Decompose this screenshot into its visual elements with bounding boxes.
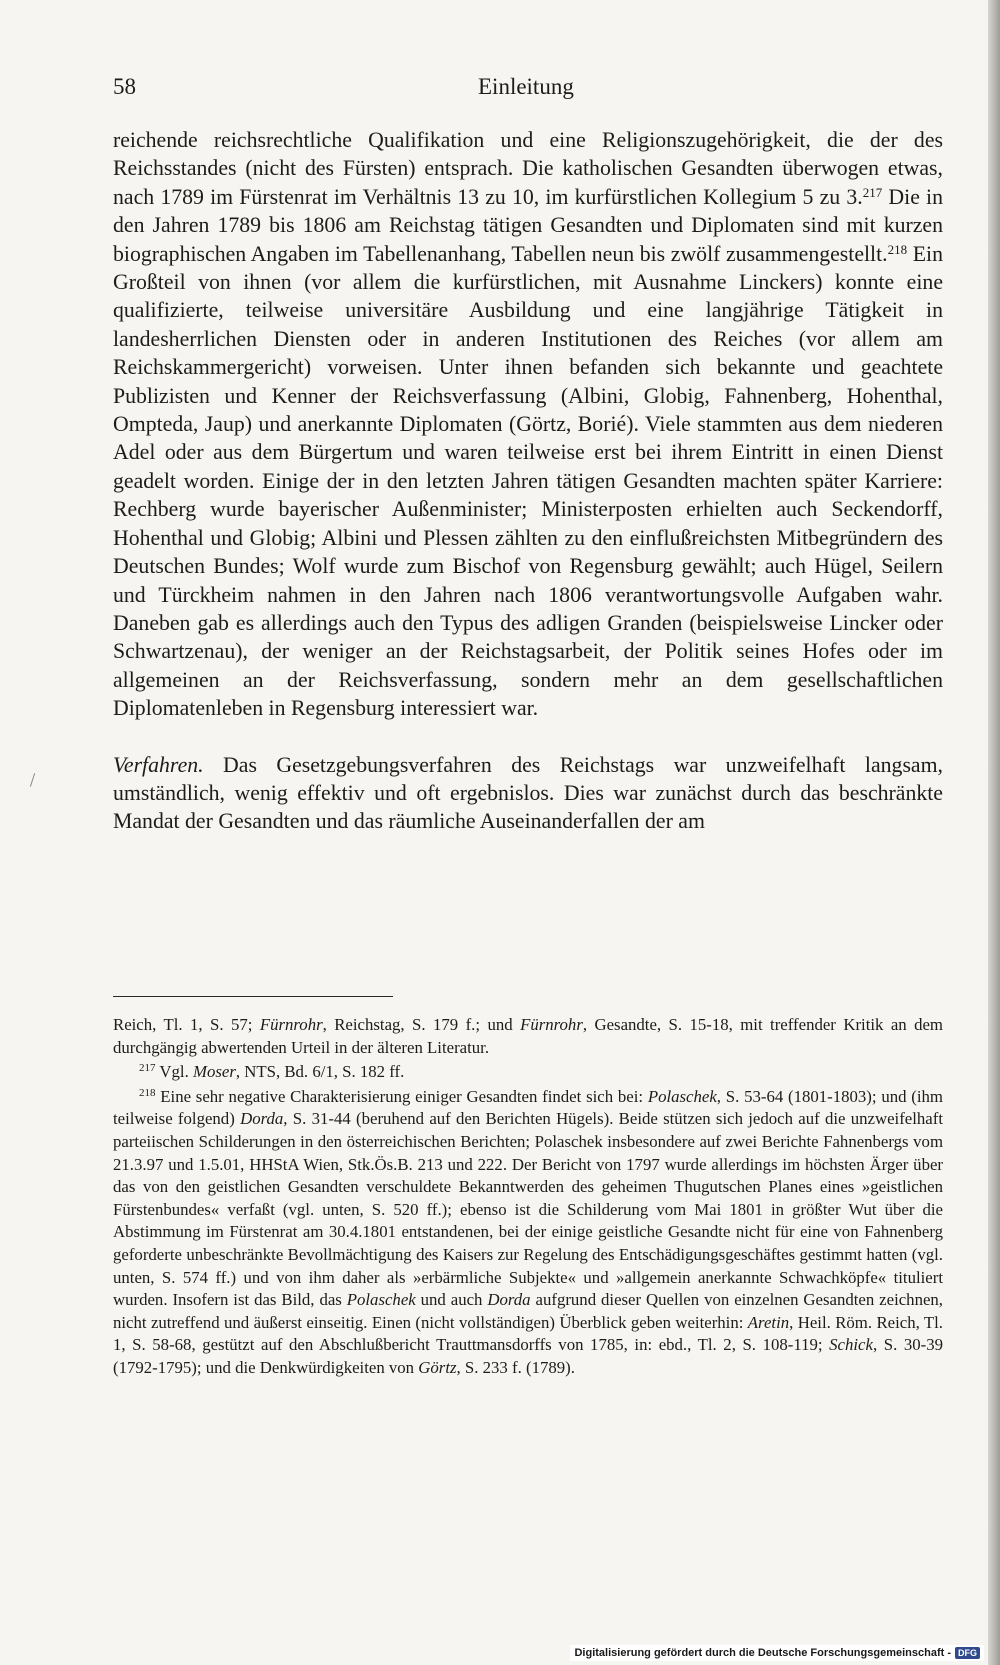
page-edge-shadow [988,0,1000,1665]
text-run: Die in den Jahren 1789 bis 1806 am Reichstag tätigen Gesandten und Diplomaten sind mit kurzen biographischen Angaben im Tabellenanhang, Tabellen neun bis zwölf zusammengestellt. [113,184,944,266]
text-run: , S. 31-44 (beruhend auf den Berichten Hügels). Beide stützen sich jedoch auf die unzweifelhaft parteiischen Schilderungen in den österreichischen Berichten; Polaschek insbesondere auf zwei Berichte Fahnenbergs vom 21.3.97 und 1.5.01, HHStA Wien, Stk.Ös.B. 213 und 222. Der Bericht von 1797 wurde allerdings im höchsten Ärger über das von den geistlichen Gesandten verschuldete Bekanntwerden des geheimen Thugutschen Planes eines »geistlichen Fürstenbundes« verfaßt (vgl. unten, S. 520 ff.); ebenso ist die Schilderung vom Mai 1801 in größter Wut über die Abstimmung im Fürstenrat am 30.4.1801 entstandenen, bei der einige geistliche Gesandte nicht für eine von Fahnenberg geforderte unbeschränkte Bevollmächtigung des Kaisers zur Regelung des Entschädigungsgeschäftes gestimmt hatten (vgl. unten, S. 574 ff.) und von ihm daher als »erbärmliche Subjekte« und »allgemein anerkannte Schwachköpfe« tituliert wurden. Insofern ist das Bild, das [113,1109,944,1310]
credit-text: Digitalisierung gefördert durch die Deutsche Forschungsgemeinschaft - [574,1647,951,1659]
author-name: Dorda [240,1109,284,1129]
paragraph-1 [113,126,943,723]
page-number: 58 [113,74,136,99]
main-text [113,126,943,836]
text-run: , Reichstag, S. 179 f.; und [322,1015,521,1034]
text-run: , S. 233 f. (1789). [456,1357,575,1377]
footnote-continuation [113,1014,943,1059]
text-run: aufgrund dieser Quellen von einzelnen Gesandten zeichnen, nicht zutreffend und äußerst einseitig. Einen (nicht vollständigen) Überblick geben weiterhin: [113,1290,944,1332]
text-run: Vgl. [155,1062,193,1082]
author-name: Schick [829,1335,873,1355]
text-run: Reich, Tl. 1, S. 57; [113,1015,260,1034]
text-run: , S. 30-39 (1792-1795); und die Denkwürdigkeiten von [113,1335,944,1377]
text-run: reichende reichsrechtliche Qualifikation und eine Religionszugehörigkeit, die der des Reichsstandes (nicht des Fürsten) entsprach. Die katholischen Gesandten überwogen etwas, nach 1789 im Fürstenrat im Verhältnis 13 zu 10, im kurfürstlichen Kollegium 5 zu 3. [113,128,943,209]
author-name: Dorda [487,1290,531,1310]
footnote-217 [113,1061,943,1084]
text-run: , Gesandte, S. 15-18, mit treffender Kritik an dem durchgängig abwertenden Urteil in der älteren Literatur. [113,1015,943,1057]
author-name: Polaschek [346,1290,416,1310]
margin-pencil-mark [30,773,35,787]
paragraph-2 [113,751,943,836]
footnote-rule [113,996,393,997]
text-run: Eine sehr negative Charakterisierung einiger Gesandten findet sich bei: [155,1086,648,1106]
footnote-218 [113,1086,943,1380]
footnote-number: 217 [139,1062,156,1075]
footnote-number: 218 [139,1086,156,1099]
footnote-ref-218: 218 [887,241,908,257]
footnotes [113,1014,943,1380]
running-title: Einleitung [478,74,574,99]
text-run: und auch [415,1290,488,1310]
author-name: Aretin [747,1312,790,1332]
text-run: , Heil. Röm. Reich, Tl. 1, S. 58-68, gestützt auf den Abschlußbericht Trauttmansdorffs von 1785, in: ebd., Tl. 2, S. 108-119; [113,1312,943,1355]
text-run: , NTS, Bd. 6/1, S. 182 ff. [235,1062,405,1082]
digitization-credit [570,1645,984,1661]
text-run: , S. 53-64 (1801-1803); und (ihm teilweise folgend) [113,1086,943,1129]
author-name: Fürnrohr [259,1015,323,1034]
footnote-ref-217: 217 [862,184,883,200]
author-name: Moser [192,1062,236,1082]
author-name: Polaschek [647,1086,717,1106]
text-run: Ein Großteil von ihnen (vor allem die kurfürstlichen, mit Ausnahme Linckers) konnte eine qualifizierte, teilweise universitäre Ausbildung und eine langjährige Tätigkeit in landesherrlichen Diensten oder in anderen Institutionen des Reiches (vor allem am Reichskammergericht) vorweisen. Unter ihnen befanden sich bekannte und geachtete Publizisten und Kenner der Reichsverfassung (Albini, Globig, Fahnenberg, Hohenthal, Ompteda, Jaup) und anerkannte Diplomaten (Görtz, Borié). Viele stammten aus dem niederen Adel oder aus dem Bürgertum und waren teilweise erst bei ihrem Eintritt in einen Dienst geadelt worden. Einige der in den letzten Jahren tätigen Gesandten machten später Karriere: Rechberg wurde bayerischer Außenminister; Ministerposten erhielten auch Seckendorff, Hohenthal und Globig; Albini und Plessen zählten zu den einflußreichsten Mitbegründern des Deutschen Bundes; Wolf wurde zum Bischof von Regensburg gewählt; auch Hügel, Seilern und Türckheim nahmen in den Jahren nach 1806 verantwortungsvolle Aufgaben wahr. Daneben gab es allerdings auch den Typus des adligen Granden (beispielsweise Lincker oder Schwartzenau), der weniger an der Reichstagsarbeit, der Politik seines Hofes oder im allgemeinen an der Reichsverfassung, sondern mehr an dem gesellschaftlichen Diplomatenleben in Regensburg interessiert war. [113,241,944,721]
author-name: Fürnrohr [520,1015,583,1034]
author-name: Görtz [418,1357,457,1377]
section-lead: Verfahren. [113,752,204,777]
text-run: Das Gesetzgebungsverfahren des Reichstags war unzweifelhaft langsam, umständlich, wenig effektiv und oft ergebnislos. Dies war zunächst durch das beschränkte Mandat der Gesandten und das räumliche Auseinanderfallen der am [113,752,943,834]
page-header [113,70,943,100]
dfg-logo-icon: DFG [955,1647,980,1659]
